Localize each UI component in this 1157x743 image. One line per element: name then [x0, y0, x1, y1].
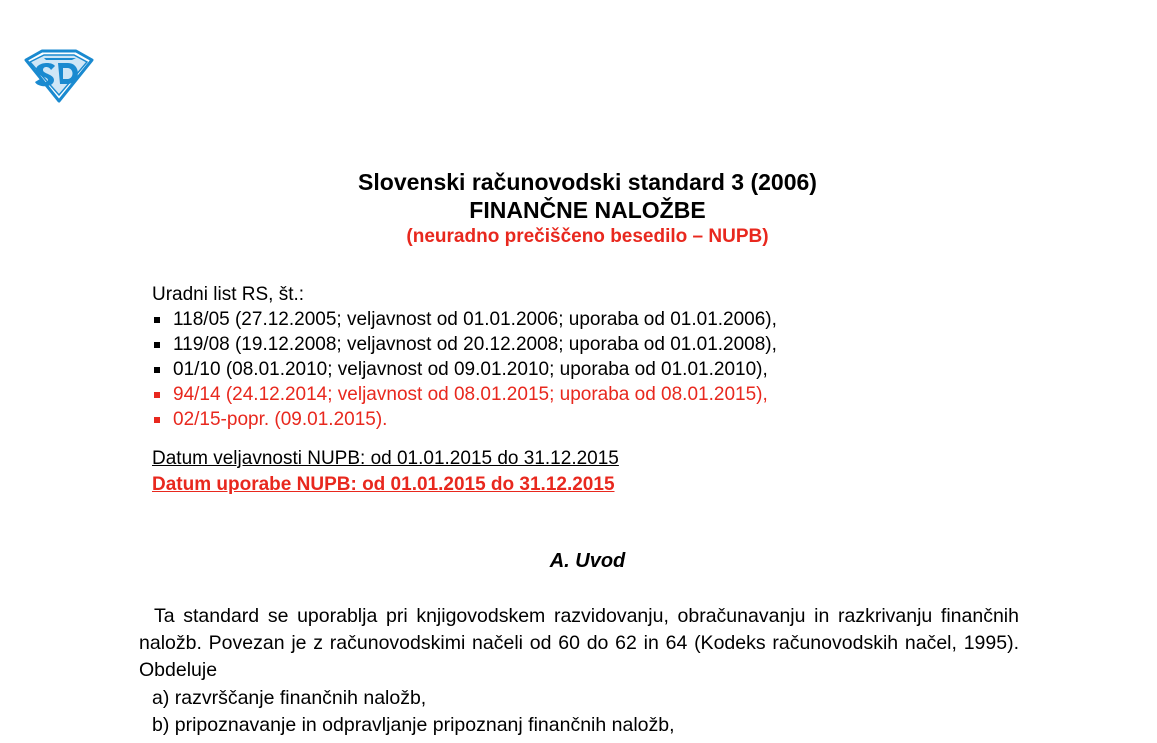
section-heading	[0, 550, 1157, 573]
datum-uporabe: Datum uporabe NUPB: od 01.01.2015 do 31.12.2015	[152, 474, 615, 495]
list-item: 119/08 (19.12.2008; veljavnost od 20.12.2008; uporaba od 01.01.2008),	[152, 332, 777, 357]
title-line-2: FINANČNE NALOŽBE	[469, 197, 706, 223]
datum-veljavnosti: Datum veljavnosti NUPB: od 01.01.2015 do 31.12.2015	[152, 448, 619, 469]
uradni-list-header: Uradni list RS, št.:	[152, 284, 305, 305]
title-line-1: Slovenski računovodski standard 3 (2006)	[358, 169, 817, 195]
paragraph-text: Ta standard se uporablja pri knjigovodskem razvidovanju, obračunavanju in razkrivanju finančnih naložb. Povezan je z računovodskimi načeli od 60 do 62 in 64 (Kodeks računovodskih načel, 1995). Obdeluje	[139, 605, 1019, 681]
list-item: 02/15-popr. (09.01.2015).	[152, 407, 777, 432]
list-item: b) pripoznavanje in odpravljanje pripoznanj finančnih naložb,	[152, 714, 675, 736]
uradni-list-items	[152, 307, 777, 432]
list-item: 01/10 (08.01.2010; veljavnost od 09.01.2010; uporaba od 01.01.2010),	[152, 357, 777, 382]
list-item: 118/05 (27.12.2005; veljavnost od 01.01.2006; uporaba od 01.01.2006),	[152, 307, 777, 332]
list-item: 94/14 (24.12.2014; veljavnost od 08.01.2015; uporaba od 08.01.2015),	[152, 382, 777, 407]
title-line-3: (neuradno prečiščeno besedilo – NUPB)	[406, 226, 769, 247]
document-title	[0, 168, 1157, 250]
list-item: a) razvrščanje finančnih naložb,	[152, 687, 427, 709]
body-list	[152, 685, 675, 739]
body-paragraph	[139, 603, 1019, 684]
sd-logo-icon	[22, 48, 96, 104]
section-heading-text: A. Uvod	[549, 550, 626, 572]
uradni-list-block	[152, 282, 777, 432]
datum-block	[152, 446, 619, 498]
